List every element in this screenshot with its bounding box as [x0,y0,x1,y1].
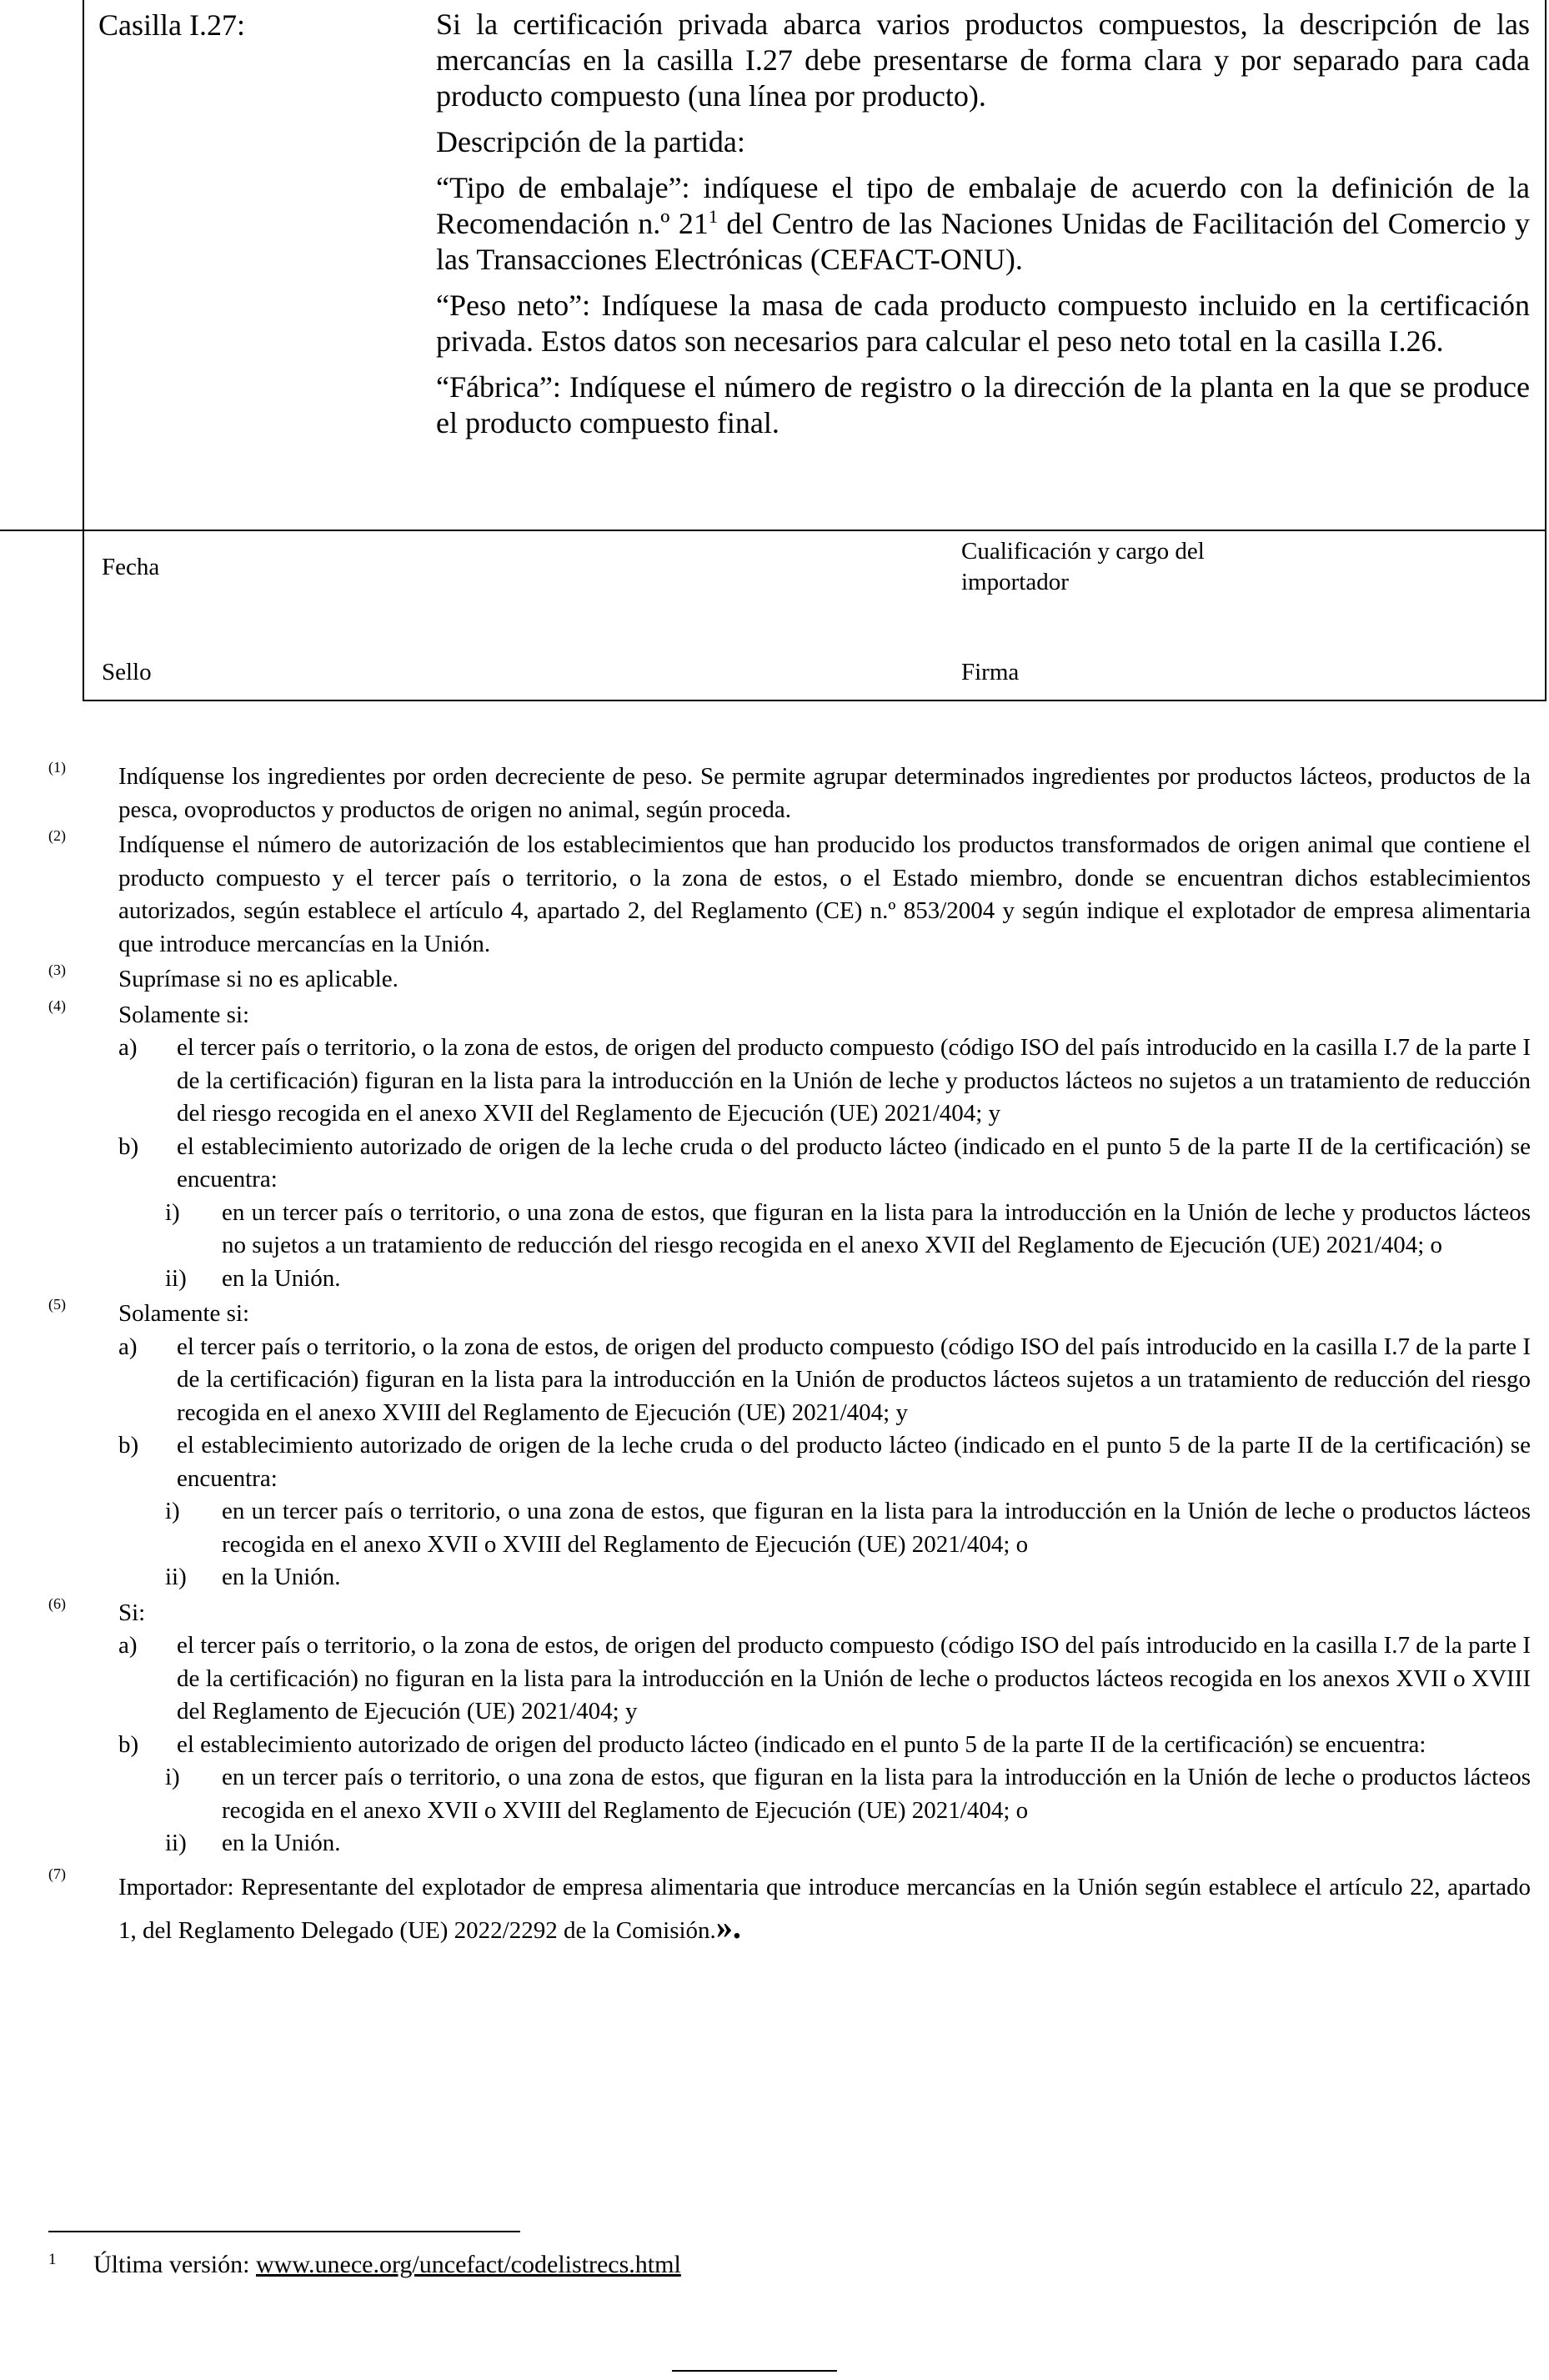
list-subitem [0,1761,1549,1827]
paragraph-text: “Tipo de embalaje”: indíquese el tipo de embalaje de acuerdo con la definición de la Recomendación n.º 21 [436,171,1530,240]
item-text: en la Unión. [222,1830,341,1856]
footnote-text: Solamente si: [118,1001,250,1028]
footnote-text: Solamente si: [118,1300,250,1327]
footnote-number: (6) [48,1594,66,1612]
signature-box [83,531,1546,701]
footnote-1 [0,761,1549,826]
item-label: i) [165,1498,180,1524]
list-subitem [0,1561,1549,1594]
list-subitem [0,1263,1549,1296]
item-label: i) [165,1198,180,1226]
footnote-separator [48,2231,520,2232]
item-label: a) [118,1034,138,1061]
unece-link[interactable]: www.unece.org/uncefact/codelistrecs.html [255,2251,681,2278]
item-label: b) [118,1730,139,1758]
casilla-paragraph: Si la certificación privada abarca varios productos compuestos, la descripción de las mercancías en la casilla I.27 debe presentarse de forma clara y por separado para cada producto compuesto (una línea por producto). [436,8,1530,113]
footnote-number: (7) [48,1865,66,1882]
item-label: a) [118,1632,138,1659]
casilla-paragraph: “Peso neto”: Indíquese la masa de cada producto compuesto incluido en la certificación privada. Estos datos son necesarios para calcular el peso neto total en la casilla I.26. [436,289,1530,358]
list-subitem [0,1827,1549,1860]
footnote-number: (2) [48,827,66,844]
footnote-text: Indíquense el número de autorización de los establecimientos que han producido los productos transformados de origen animal que contiene el producto compuesto y el tercer país o territorio, o la zona de estos, o el Estado miembro, donde se encuentran dichos establecimientos autorizados, según establece el artículo 4, apartado 2, del Reglamento (CE) n.º 853/2004 y según indique el explotador de empresa alimentaria que introduce mercancías en la Unión. [118,831,1531,957]
footnote-number: (4) [48,997,66,1014]
page-footnote-text [93,2248,681,2282]
casilla-paragraph [436,170,1530,278]
footnote-text [118,1867,1531,1951]
footnote-text: Suprímase si no es aplicable. [118,966,399,992]
paragraph-text: del Centro de las Naciones Unidas de Facilitación del Comercio y las Transacciones Electrónicas (CEFACT-ONU). [436,207,1531,276]
casilla-content [436,7,1530,451]
footnote-ref[interactable]: 1 [708,206,719,227]
item-text: en un tercer país o territorio, o una zona de estos, que figuran en la lista para la introducción en la Unión de leche o productos lácteos recogida en el anexo XVII o XVIII del Reglamento de Ejecución (UE) 2021/404; o [222,1764,1531,1824]
list-item [0,1131,1549,1197]
item-label: i) [165,1764,180,1790]
sello-label: Sello [102,659,152,685]
fecha-label: Fecha [102,554,160,580]
item-text: el tercer país o territorio, o la zona de estos, de origen del producto compuesto (código ISO del país introducido en la casilla I.7 de la parte I de la certificación) figuran en la lista para la introducción en la Unión de productos lácteos sujetos a un tratamiento de reducción del riesgo recogida en el anexo XVIII del Reglamento de Ejecución (UE) 2021/404; y [177,1333,1531,1426]
footnote-6 [0,1594,1549,1860]
footnotes [0,761,1549,1953]
firma-label: Firma [961,659,1020,685]
footnote-text: Si: [118,1599,146,1626]
item-label: b) [118,1132,139,1160]
item-text: el tercer país o territorio, o la zona de estos, de origen del producto compuesto (código ISO del país introducido en la casilla I.7 de la parte I de la certificación) no figuran en la lista para la introducción en la Unión de leche o productos lácteos recogida en los anexos XVII o XVIII del Reglamento de Ejecución (UE) 2021/404; y [177,1632,1531,1725]
footnote-number: (5) [48,1296,66,1313]
item-label: a) [118,1333,138,1360]
list-subitem [0,1495,1549,1561]
footnote-4 [0,999,1549,1296]
item-text: en la Unión. [222,1564,341,1590]
cualificacion-label: Cualificación y cargo del importador [961,538,1205,595]
item-text: el establecimiento autorizado de origen de la leche cruda o del producto lácteo (indicado en el punto 5 de la parte II de la certificación) se encuentra: [177,1432,1531,1492]
item-text: el establecimiento autorizado de origen del producto lácteo (indicado en el punto 5 de la parte II de la certificación) se encuentra: [177,1730,1426,1758]
footnote-5 [0,1298,1549,1594]
casilla-paragraph: Descripción de la partida: [436,125,745,158]
footnote-2 [0,829,1549,961]
list-item [0,1629,1549,1729]
casilla-paragraph: “Fábrica”: Indíquese el número de registro o la dirección de la planta en la que se produce el producto compuesto final. [436,370,1530,439]
item-text: en la Unión. [222,1264,341,1292]
column-divider [83,0,84,530]
footnote-7 [0,1867,1549,1951]
item-text: en un tercer país o territorio, o una zona de estos, que figuran en la lista para la introducción en la Unión de leche y productos lácteos no sujetos a un tratamiento de reducción del riesgo recogida en el anexo XVII del Reglamento de Ejecución (UE) 2021/404; o [222,1198,1531,1258]
item-text: el tercer país o territorio, o la zona de estos, de origen del producto compuesto (código ISO del país introducido en la casilla I.7 de la parte I de la certificación) figuran en la lista para la introducción en la Unión de leche y productos lácteos no sujetos a un tratamiento de reducción del riesgo recogida en el anexo XVII del Reglamento de Ejecución (UE) 2021/404; y [177,1034,1531,1127]
list-item [0,1032,1549,1131]
casilla-box [0,0,1546,531]
footnote-body: Importador: Representante del explotador de empresa alimentaria que introduce mercancías en la Unión según establece el artículo 22, apartado 1, del Reglamento Delegado (UE) 2022/2292 de la Comisión. [118,1873,1531,1944]
list-item [0,1331,1549,1430]
item-label: b) [118,1432,139,1459]
item-text: el establecimiento autorizado de origen de la leche cruda o del producto lácteo (indicado en el punto 5 de la parte II de la certificación) se encuentra: [177,1132,1531,1193]
footnote-text: Indíquense los ingredientes por orden decreciente de peso. Se permite agrupar determinados ingredientes por productos lácteos, productos de la pesca, ovoproductos y productos de origen no animal, según proceda. [118,763,1531,823]
footnote-3 [0,963,1549,997]
list-subitem [0,1197,1549,1263]
page-footnote-label: Última versión: [93,2251,256,2278]
list-item [0,1729,1549,1762]
list-item [0,1429,1549,1495]
item-text: en un tercer país o territorio, o una zona de estos, que figuran en la lista para la introducción en la Unión de leche o productos lácteos recogida en el anexo XVII o XVIII del Reglamento de Ejecución (UE) 2021/404; o [222,1498,1531,1558]
page-footnote-number: 1 [48,2251,57,2268]
page-footnote [48,2248,681,2282]
bottom-rule [672,2370,837,2372]
footnote-number: (3) [48,962,66,978]
item-label: ii) [165,1564,187,1590]
item-label: ii) [165,1264,187,1292]
closing-quote-mark: ». [715,1907,741,1946]
casilla-label: Casilla I.27: [98,8,245,42]
footnote-number: (1) [48,759,66,776]
item-label: ii) [165,1830,187,1856]
